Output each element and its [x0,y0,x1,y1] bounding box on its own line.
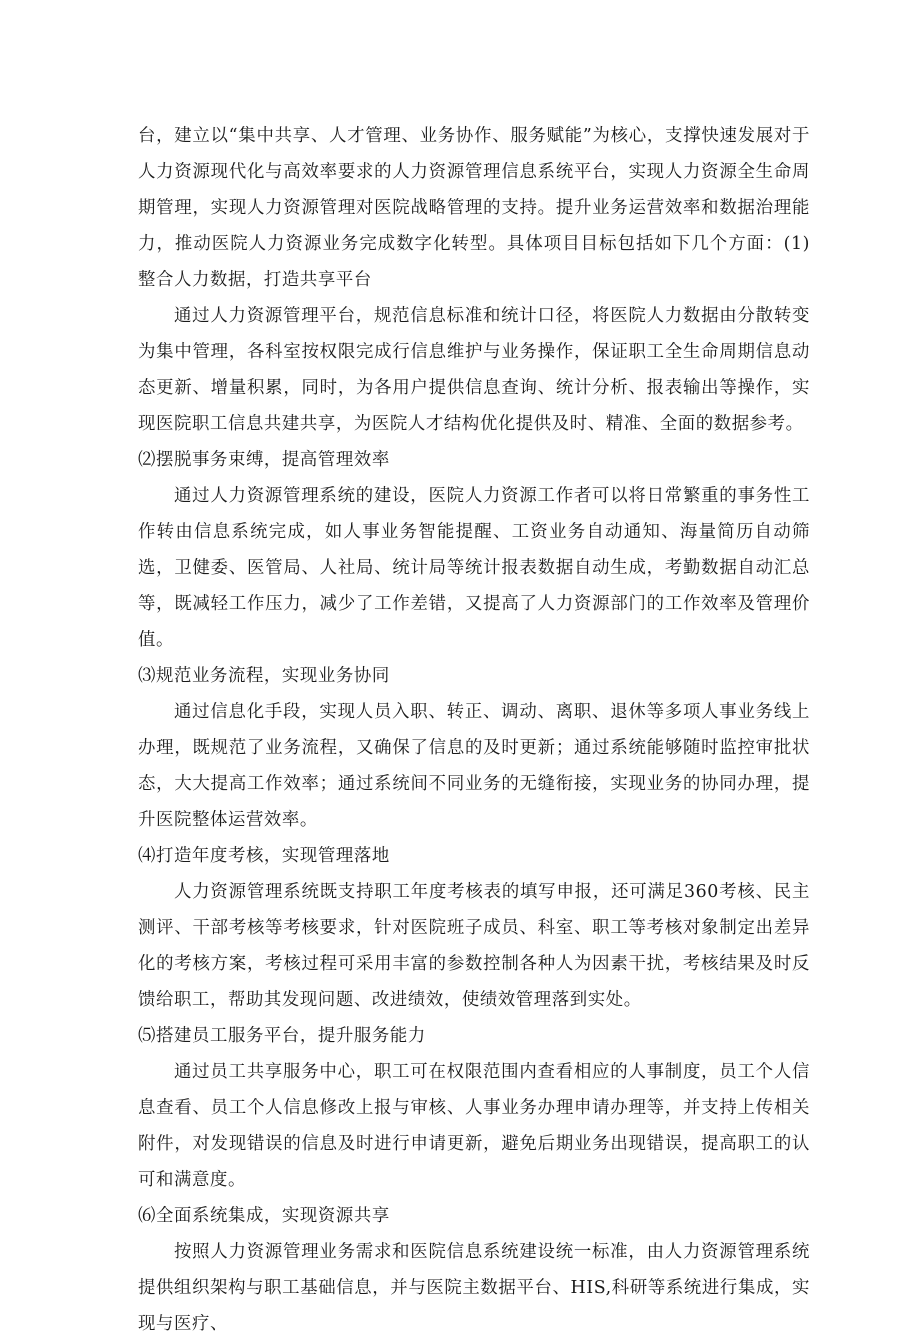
body-paragraph: 通过人力资源管理平台，规范信息标准和统计口径，将医院人力数据由分散转变为集中管理，各科室按权限完成行信息维护与业务操作，保证职工全生命周期信息动态更新、增量积累，同时，为各用户提供信息查询、统计分析、报表输出等操作，实现医院职工信息共建共享，为医院人才结构优化提供及时、精准、全面的数据参考。 [138,306,810,434]
section-heading: ⑸搭建员工服务平台，提升服务能力 [138,1026,426,1046]
body-paragraph: 按照人力资源管理业务需求和医院信息系统建设统一标准，由人力资源管理系统提供组织架构与职工基础信息，并与医院主数据平台、HIS,科研等系统进行集成，实现与医疗、 [138,1242,810,1334]
section-heading: ⑷打造年度考核，实现管理落地 [138,846,390,866]
body-paragraph: 人力资源管理系统既支持职工年度考核表的填写申报，还可满足360考核、民主测评、干部考核等考核要求，针对医院班子成员、科室、职工等考核对象制定出差异化的考核方案，考核过程可采用丰富的参数控制各种人为因素干扰，考核结果及时反馈给职工，帮助其发现问题、改进绩效，使绩效管理落到实处。 [138,882,810,1010]
body-paragraph: 通过员工共享服务中心，职工可在权限范围内查看相应的人事制度，员工个人信息查看、员工个人信息修改上报与审核、人事业务办理申请办理等，并支持上传相关附件，对发现错误的信息及时进行申请更新，避免后期业务出现错误，提高职工的认可和满意度。 [138,1062,810,1190]
section-heading: ⑵摆脱事务束缚，提高管理效率 [138,450,390,470]
body-paragraph: 台，建立以“集中共享、人才管理、业务协作、服务赋能”为核心，支撑快速发展对于人力资源现代化与高效率要求的人力资源管理信息系统平台，实现人力资源全生命周期管理，实现人力资源管理对医院战略管理的支持。提升业务运营效率和数据治理能力，推动医院人力资源业务完成数字化转型。具体项目目标包括如下几个方面：(1)整合人力数据，打造共享平台 [138,126,810,290]
document-page [138,118,810,1342]
body-paragraph: 通过人力资源管理系统的建设，医院人力资源工作者可以将日常繁重的事务性工作转由信息系统完成，如人事业务智能提醒、工资业务自动通知、海量简历自动筛选，卫健委、医管局、人社局、统计局等统计报表数据自动生成，考勤数据自动汇总等，既减轻工作压力，减少了工作差错，又提高了人力资源部门的工作效率及管理价值。 [138,486,810,650]
section-heading: ⑶规范业务流程，实现业务协同 [138,666,390,686]
section-heading: ⑹全面系统集成，实现资源共享 [138,1206,390,1226]
body-paragraph: 通过信息化手段，实现人员入职、转正、调动、离职、退休等多项人事业务线上办理，既规范了业务流程，又确保了信息的及时更新；通过系统能够随时监控审批状态，大大提高工作效率；通过系统间不同业务的无缝衔接，实现业务的协同办理，提升医院整体运营效率。 [138,702,810,830]
